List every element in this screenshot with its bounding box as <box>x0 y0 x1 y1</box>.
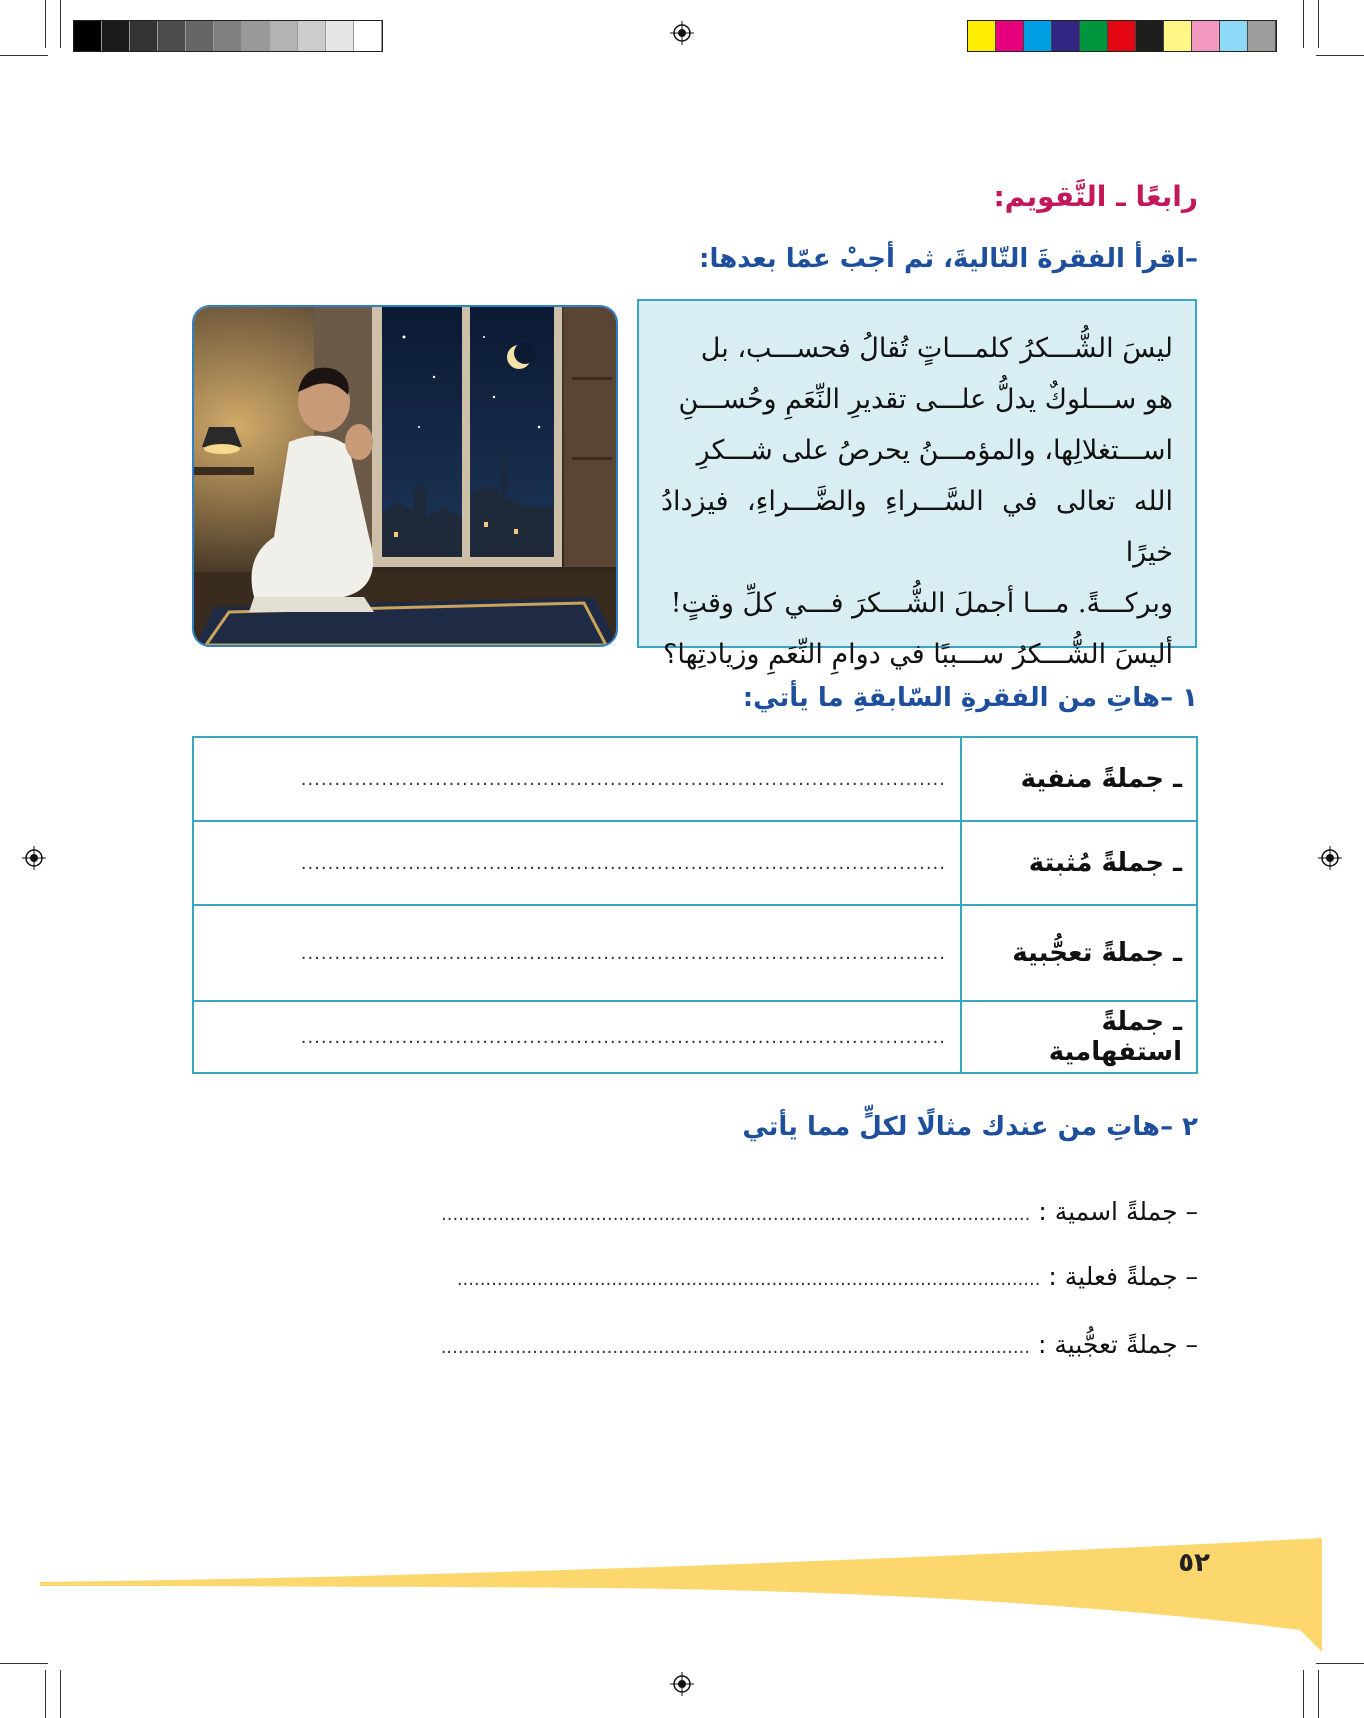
grey-swatch <box>74 21 102 51</box>
table-row <box>193 737 1197 821</box>
row-label: ـ جملةً استفهامية <box>961 1001 1197 1073</box>
reading-passage <box>639 301 1195 680</box>
answer-line-dots[interactable]: ....................................................................................................... <box>441 1204 1031 1225</box>
crop-mark <box>1316 1663 1364 1664</box>
table-row <box>193 1001 1197 1073</box>
answer-field[interactable]: ................................................................................................ <box>193 737 961 821</box>
color-swatch <box>1220 21 1248 51</box>
answer-line[interactable] <box>441 1197 1198 1226</box>
praying-boy-image <box>194 307 618 647</box>
registration-mark-icon <box>670 21 694 45</box>
crop-mark <box>1318 0 1319 48</box>
color-swatch <box>1136 21 1164 51</box>
answer-table <box>192 736 1198 1074</box>
color-swatch <box>1080 21 1108 51</box>
color-swatch <box>1192 21 1220 51</box>
answer-line-label: – جملةً اسمية : <box>1038 1197 1198 1226</box>
grey-calibration-bar <box>73 20 383 52</box>
answer-line[interactable] <box>441 1330 1198 1359</box>
answer-field[interactable]: ................................................................................................ <box>193 905 961 1001</box>
answer-line-dots[interactable]: ...................................................................................................... <box>456 1269 1041 1290</box>
crop-mark <box>60 1670 61 1718</box>
crop-mark <box>1303 0 1304 48</box>
crop-mark <box>1316 55 1364 56</box>
grey-swatch <box>242 21 270 51</box>
color-swatch <box>1108 21 1136 51</box>
answer-field[interactable]: ................................................................................................ <box>193 821 961 905</box>
passage-line: وبركـــةً. مـــا أجملَ الشُّـــكرَ فـــي كلِّ وقتٍ! <box>670 588 1173 619</box>
reading-passage-box <box>637 299 1197 670</box>
instruction-text: –اقرأ الفقرةَ التّاليةَ، ثم أجبْ عمّا بعدها: <box>699 244 1198 274</box>
row-label: ـ جملةً مُثبتة <box>961 821 1197 905</box>
registration-mark-icon <box>670 1672 694 1696</box>
color-calibration-bar <box>967 20 1277 52</box>
color-swatch <box>1052 21 1080 51</box>
answer-line-dots[interactable]: ....................................................................................................... <box>440 1337 1031 1358</box>
praying-boy-illustration <box>192 305 618 647</box>
grey-swatch <box>186 21 214 51</box>
row-label: ـ جملةً تعجُّبية <box>961 905 1197 1001</box>
crop-mark <box>45 1670 46 1718</box>
passage-line: الله تعالى في السَّـــراءِ والضَّـــراءِ، فيزدادُ خيرًا <box>661 486 1173 568</box>
table-row <box>193 905 1197 1001</box>
crop-mark <box>0 55 48 56</box>
grey-swatch <box>270 21 298 51</box>
color-swatch <box>1024 21 1052 51</box>
color-swatch <box>996 21 1024 51</box>
answer-line-label: – جملةً تعجُّبية : <box>1038 1330 1198 1359</box>
answer-line-label: – جملةً فعلية : <box>1048 1262 1198 1291</box>
passage-line: أليسَ الشُّـــكرُ ســـببًا في دوامِ النِّعَمِ وزيادتِها؟ <box>663 639 1173 670</box>
passage-line: هو ســـلوكٌ يدلُّ علـــى تقديرِ النِّعَمِ وحُســـنِ <box>678 384 1173 415</box>
row-label: ـ جملةً منفية <box>961 737 1197 821</box>
passage-line: ليسَ الشُّـــكرُ كلمـــاتٍ تُقالُ فحســـب، بل <box>700 333 1173 364</box>
crop-mark <box>60 0 61 48</box>
grey-swatch <box>298 21 326 51</box>
question-1-title: ١ –هاتِ من الفقرةِ السّابقةِ ما يأتي: <box>742 683 1198 713</box>
page-number: ٥٢ <box>1178 1548 1210 1578</box>
crop-mark <box>45 0 46 48</box>
grey-swatch <box>158 21 186 51</box>
crop-mark <box>1318 1670 1319 1718</box>
registration-mark-icon <box>22 846 46 870</box>
crop-mark <box>0 1663 48 1664</box>
section-title: رابعًا ـ التَّقويم: <box>993 180 1198 213</box>
color-swatch <box>1248 21 1276 51</box>
grey-swatch <box>214 21 242 51</box>
grey-swatch <box>354 21 382 51</box>
grey-swatch <box>130 21 158 51</box>
answer-line[interactable] <box>457 1262 1198 1291</box>
color-swatch <box>1164 21 1192 51</box>
question-2-title: ٢ –هاتِ من عندك مثالًا لكلٍّ مما يأتي <box>742 1112 1198 1142</box>
color-swatch <box>968 21 996 51</box>
answer-field[interactable]: ................................................................................................ <box>193 1001 961 1073</box>
table-row <box>193 821 1197 905</box>
grey-swatch <box>102 21 130 51</box>
registration-mark-icon <box>1318 846 1342 870</box>
passage-line: اســـتغلالِها، والمؤمـــنُ يحرصُ على شـــكرِ <box>696 435 1173 466</box>
crop-mark <box>1303 1670 1304 1718</box>
grey-swatch <box>326 21 354 51</box>
